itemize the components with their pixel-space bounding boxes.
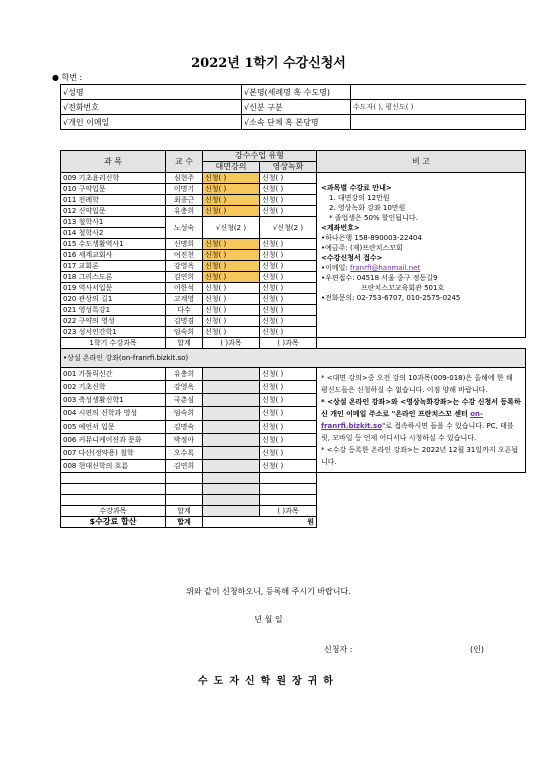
- online-total-count[interactable]: ( )과목: [260, 506, 317, 517]
- subject-header: 과 목: [61, 151, 166, 173]
- online-course-name: 007 다산(정약용) 철학: [61, 446, 166, 459]
- online-center-link[interactable]: on-franrfi.bizkit.so: [321, 410, 483, 430]
- online-course-professor: 오수록: [166, 446, 203, 459]
- course-professor: 여진천: [166, 250, 203, 261]
- online-course-name: 008 현대신학의 흐름: [61, 459, 166, 472]
- notice-line: •하나은행 158-890003-22404: [321, 234, 422, 242]
- fee-notice: [317, 173, 526, 338]
- name-label[interactable]: √성명: [61, 85, 242, 100]
- course-professor: 임숙희: [166, 327, 203, 338]
- email-prefix: •이메일:: [321, 264, 350, 272]
- offline-unavailable: [203, 368, 260, 381]
- notice-line: •전화문의: 02-753-6707, 010-2575-0245: [321, 294, 461, 302]
- online-apply-field[interactable]: 신청( ): [260, 316, 317, 327]
- home-church-label[interactable]: √본명(세례명 혹 수도명): [242, 85, 351, 100]
- offline-unavailable: [203, 433, 260, 446]
- offline-apply-field[interactable]: 신청( ): [203, 261, 260, 272]
- online-course-professor: 국춘심: [166, 394, 203, 407]
- online-apply-field[interactable]: 신청( ): [260, 184, 317, 195]
- date-line: 년 월 일: [254, 615, 283, 624]
- notice-text: "로 접속하시면 들을 수 있습니다. PC, 태블릿, 모바일 등 언제 어디서나 시청하실 수 있습니다.: [321, 422, 514, 442]
- online-apply-field[interactable]: 신청( ): [260, 283, 317, 294]
- notice-line: 프란치스꼬교육회관 501호: [361, 284, 445, 292]
- online-course-name: 004 시편의 신학과 영성: [61, 407, 166, 420]
- professor-header: 교 수: [166, 151, 203, 173]
- online-course-professor: 유충희: [166, 368, 203, 381]
- fee-word: 합계: [166, 517, 203, 528]
- offline-unavailable: [203, 446, 260, 459]
- course-name: 009 기초윤리신학: [61, 173, 166, 184]
- offline-apply-field[interactable]: 신청( ): [203, 250, 260, 261]
- offline-apply-field[interactable]: 신청( ): [203, 272, 260, 283]
- course-name: 018 그리스도론: [61, 272, 166, 283]
- offline-unavailable: [203, 459, 260, 472]
- notice-line: 1. 대면강의 12만원: [329, 194, 390, 202]
- remarks-header: 비 고: [317, 151, 526, 173]
- online-course-name: 001 가톨릭신간: [61, 368, 166, 381]
- offline-apply-field[interactable]: 신청( ): [203, 305, 260, 316]
- course-name: 013 철학사1: [61, 217, 166, 228]
- course-professor: 최종근: [166, 195, 203, 206]
- notice-line: 2. 영상녹화 강좌 10만원: [329, 204, 406, 212]
- course-professor: 유충희: [166, 206, 203, 217]
- course-professor: 이명기: [166, 184, 203, 195]
- online-apply-field[interactable]: 신청( ): [260, 195, 317, 206]
- course-professor: 강영옥: [166, 261, 203, 272]
- online-apply-field[interactable]: 신청( ): [260, 394, 317, 407]
- notice-paragraph: [321, 396, 521, 444]
- course-name: 022 구약의 영성: [61, 316, 166, 327]
- course-name: 016 세계교회사: [61, 250, 166, 261]
- notice-text: * <상설 온라인 강좌>와 <영상녹화강좌>는 수강 신청서 등록하신 개인 이메일 주소로 "온라인 프란치스꼬 센터: [321, 398, 521, 418]
- course-name: 021 영성특강1: [61, 305, 166, 316]
- online-course-professor: 김명숙: [166, 420, 203, 433]
- offline-apply-field[interactable]: 신청( ): [203, 206, 260, 217]
- applicant-label: 신청자 :: [324, 645, 353, 654]
- online-apply-field[interactable]: 신청( ): [260, 173, 317, 184]
- notice-line: •우편접수: 04518 서울 중구 정동길9: [321, 274, 438, 282]
- affiliation-label[interactable]: √소속 단체 혹 본당명: [242, 115, 351, 130]
- type-header: 강수수업 유형: [203, 151, 317, 162]
- notice-paragraph: * <수강 등록한 온라인 강좌>는 2022년 12월 31일까지 오픈됩니다.: [321, 446, 519, 466]
- course-name: 017 교회론: [61, 261, 166, 272]
- course-name: 011 전례학: [61, 195, 166, 206]
- course-professor: 다수: [166, 305, 203, 316]
- offline-unavailable: [203, 381, 260, 394]
- online-apply-field[interactable]: 신청( ): [260, 294, 317, 305]
- student-id-label: ● 학번 :: [52, 73, 83, 82]
- offline-apply-field[interactable]: 신청( ): [203, 327, 260, 338]
- addressee-footer: 수도자신학원장귀하: [198, 676, 339, 687]
- notice-paragraph: * <대면 강의>중 오전 강의 10과목(009-018)은 올해에 한 해 평신도들은 신청하실 수 없습니다. 이점 양해 바랍니다.: [321, 374, 513, 394]
- course-professor: 심현주: [166, 173, 203, 184]
- course-professor: 고계영: [166, 294, 203, 305]
- online-notice: [317, 368, 526, 473]
- sem1-total-online[interactable]: ( )과목: [260, 338, 317, 349]
- course-name: 014 철학사2: [61, 228, 166, 239]
- online-course-row: [61, 368, 526, 381]
- offline-apply-field[interactable]: 신청( ): [203, 294, 260, 305]
- online-course-name: 005 예언서 입문: [61, 420, 166, 433]
- course-name: 020 관상의 길1: [61, 294, 166, 305]
- online-course-professor: 임숙희: [166, 407, 203, 420]
- course-professor: 신명희: [166, 239, 203, 250]
- closing-sentence: 위와 같이 신청하오니, 등록해 주시기 바랍니다.: [186, 587, 351, 596]
- offline-apply-field[interactable]: 신청( ): [203, 195, 260, 206]
- offline-apply-field[interactable]: 신청( ): [203, 173, 260, 184]
- online-header: 영상녹화: [260, 162, 317, 173]
- sem1-total-label: 1학기 수강과목: [61, 338, 166, 349]
- seal-mark: (인): [470, 645, 484, 654]
- notice-line: •예금주: (재)프란치스꼬회: [321, 244, 403, 252]
- offline-unavailable: [203, 407, 260, 420]
- notice-line: <수강신청서 접수>: [321, 254, 383, 262]
- online-course-section-header: •상설 온라인 강좌(on-franrfi.bizkit.so): [61, 349, 526, 368]
- online-apply-field[interactable]: 신청( ): [260, 381, 317, 394]
- online-course-professor: 박정아: [166, 433, 203, 446]
- online-total-word: 합계: [166, 506, 203, 517]
- online-apply-field[interactable]: 신청( ): [260, 261, 317, 272]
- offline-apply-field[interactable]: 신청( ): [203, 316, 260, 327]
- course-table: [60, 150, 526, 528]
- form-title: 2022년 1학기 수강신청서: [191, 56, 346, 71]
- sem1-total-word: 합계: [166, 338, 203, 349]
- offline-apply-field[interactable]: 신청( ): [203, 184, 260, 195]
- online-apply-field[interactable]: 신청( ): [260, 459, 317, 472]
- online-apply-field[interactable]: 신청( ): [260, 239, 317, 250]
- course-name: 015 수도생활역사1: [61, 239, 166, 250]
- offline-apply-field[interactable]: 신청( ): [203, 239, 260, 250]
- course-professor: 노성숙: [166, 217, 203, 239]
- offline-unavailable: [203, 420, 260, 433]
- online-course-name: 006 커뮤니케이션과 문화: [61, 433, 166, 446]
- course-name: 019 역사서입문: [61, 283, 166, 294]
- online-course-professor: 김연희: [166, 459, 203, 472]
- online-total-label: 수강과목: [61, 506, 166, 517]
- email-link[interactable]: franrfi@hanmail.net: [350, 264, 421, 272]
- course-row: [61, 173, 526, 184]
- online-apply-field[interactable]: 신청( ): [260, 250, 317, 261]
- notice-line: * 졸업생은 50% 할인됩니다.: [329, 214, 418, 222]
- online-apply-field[interactable]: 신청( ): [260, 327, 317, 338]
- status-label: √신분 구분: [242, 100, 351, 115]
- online-course-professor: 강영옥: [166, 381, 203, 394]
- email-label[interactable]: √개인 이메일: [61, 115, 242, 130]
- online-apply-field[interactable]: 신청( ): [260, 420, 317, 433]
- online-apply-field[interactable]: 신청( ): [260, 368, 317, 381]
- fee-label: $수강료 합산: [61, 517, 166, 528]
- course-name: 010 구약입문: [61, 184, 166, 195]
- phone-label[interactable]: √전화번호: [61, 100, 242, 115]
- online-apply-field[interactable]: 신청( ): [260, 446, 317, 459]
- online-course-name: 003 축성생활신학1: [61, 394, 166, 407]
- email-line: [321, 263, 521, 273]
- course-professor: 이한석: [166, 283, 203, 294]
- personal-info-table: [60, 84, 526, 130]
- course-professor: 김연희: [166, 272, 203, 283]
- online-apply-field[interactable]: 신청( ): [260, 206, 317, 217]
- offline-header: 대면강의: [203, 162, 260, 173]
- status-options[interactable]: 수도자( ), 평신도( ): [351, 100, 526, 115]
- course-name: 012 신약입문: [61, 206, 166, 217]
- notice-line: <계좌번호>: [321, 224, 360, 232]
- online-course-name: 002 기초신학: [61, 381, 166, 394]
- course-name: 023 성서인간학1: [61, 327, 166, 338]
- online-apply-field[interactable]: 신청( ): [260, 433, 317, 446]
- offline-apply-field[interactable]: √신청(2 ): [203, 217, 260, 239]
- online-apply-field[interactable]: 신청( ): [260, 272, 317, 283]
- online-apply-field[interactable]: 신청( ): [260, 407, 317, 420]
- online-apply-field[interactable]: √신청(2 ): [260, 217, 317, 239]
- notice-line: <과목별 수강료 안내>: [321, 184, 392, 192]
- sem1-total-offline[interactable]: ( )과목: [203, 338, 260, 349]
- fee-unit[interactable]: 원: [203, 517, 317, 528]
- course-professor: 김명겸: [166, 316, 203, 327]
- offline-apply-field[interactable]: 신청( ): [203, 283, 260, 294]
- offline-unavailable: [203, 394, 260, 407]
- online-apply-field[interactable]: 신청( ): [260, 305, 317, 316]
